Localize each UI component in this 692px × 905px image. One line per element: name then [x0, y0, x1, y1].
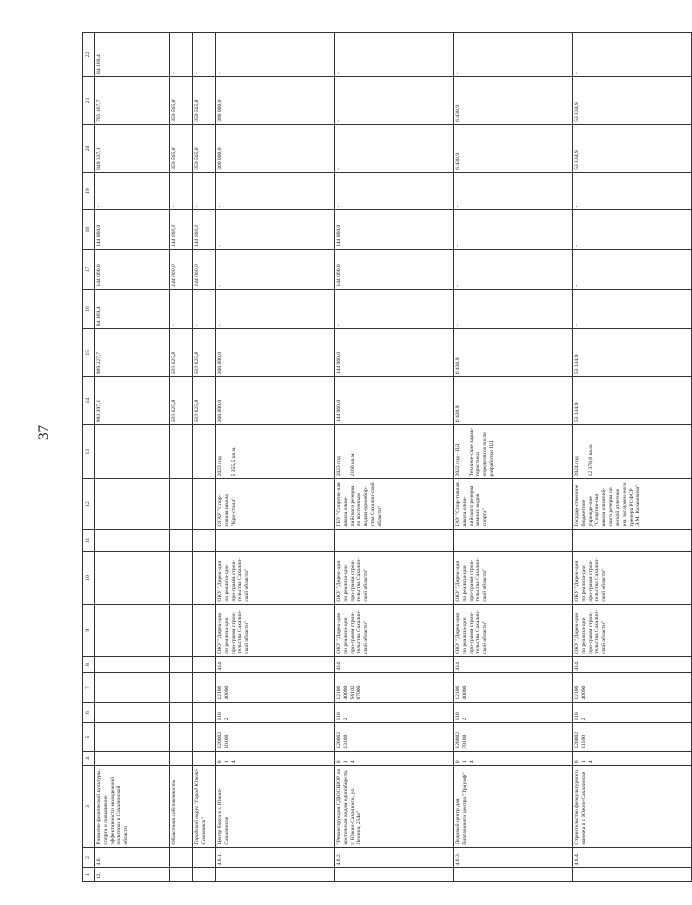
table-cell: 0 1 4 [335, 751, 454, 766]
table-cell [170, 656, 193, 673]
table-cell: ОКУ "Дирек-ция по реализа-ции про-грамм строи-тельства Сахалин-ской области" [454, 604, 573, 656]
table-cell [95, 723, 170, 751]
table-cell: 849 337,1 [95, 124, 170, 172]
column-number: 7 [83, 673, 95, 702]
table-cell: - [193, 172, 216, 210]
table-cell: - [454, 172, 573, 210]
table-cell [95, 673, 170, 702]
table-cell: 2022 год - ПД Техниче-ские харак-теристики определятся после разработки ПД [454, 425, 573, 479]
column-number: 11 [83, 529, 95, 552]
page-number: 37 [36, 425, 52, 440]
table-cell [95, 702, 170, 723]
table-cell [170, 751, 193, 766]
table-cell: - [573, 250, 692, 290]
table-cell: 53 134,9 [573, 124, 692, 172]
table-cell: 110 2 [454, 702, 573, 723]
table-cell: 120002 10100 [216, 723, 335, 751]
column-number: 19 [83, 172, 95, 210]
table-cell: - [193, 289, 216, 329]
table-cell: - [454, 210, 573, 250]
table-cell [95, 604, 170, 656]
table-cell [216, 868, 335, 882]
table-cell: 144 060,0 [335, 377, 454, 425]
table-cell: ОКУ "Дирек-ция по реализа-ции про-грамм строи-тельства Сахалин-ской области" [454, 552, 573, 604]
table-cell: 144 060,0 [193, 210, 216, 250]
table-cell: 359 565,8 [193, 124, 216, 172]
column-number: 16 [83, 289, 95, 329]
table-cell: 2023 год 5 355,5 кв.м. [216, 425, 335, 479]
table-cell: 4.6. [95, 847, 170, 868]
table-cell: 909 227,7 [95, 329, 170, 377]
table-cell [95, 529, 170, 552]
table-row [193, 33, 216, 882]
table-row [95, 33, 170, 882]
table-cell [170, 847, 193, 868]
table-cell [335, 529, 454, 552]
table-cell [193, 479, 216, 529]
table-cell: 414 [216, 656, 335, 673]
table-cell: 359 565,8 [170, 124, 193, 172]
table-cell [193, 656, 216, 673]
table-cell: 503 625,8 [170, 329, 193, 377]
table-cell: 2023 год 2160 кв.м. [335, 425, 454, 479]
table-cell: - [573, 210, 692, 250]
table-cell [193, 751, 216, 766]
table-cell: 53 134,9 [573, 377, 692, 425]
table-cell [170, 702, 193, 723]
table-cell: ОКУ "Дирек-ция по реализа-ции про-грамм строи-тельства Сахалин-ской области" [216, 552, 335, 604]
table-cell: - [573, 172, 692, 210]
table-cell: 110 2 [573, 702, 692, 723]
column-number: 8 [83, 656, 95, 673]
budget-table [82, 32, 692, 882]
table-cell: Строительство физкультурного манежа в г. Южно-Сахалинске [573, 766, 692, 847]
table-cell: 120002 70100 [454, 723, 573, 751]
table-cell: - [454, 289, 573, 329]
table-cell: - [335, 76, 454, 124]
table-cell: - [170, 172, 193, 210]
table-cell: 110 2 [335, 702, 454, 723]
table-cell: - [216, 289, 335, 329]
table-cell [95, 552, 170, 604]
table-cell: 12106 40090 S6102 87000 [335, 673, 454, 702]
table-cell: 414 [454, 656, 573, 673]
table-cell [193, 604, 216, 656]
table-cell: - [95, 172, 170, 210]
table-cell: 503 625,8 [193, 329, 216, 377]
table-cell [193, 673, 216, 702]
table-cell: - [216, 33, 335, 77]
column-number-row [83, 33, 95, 882]
table-cell [170, 723, 193, 751]
table-cell: 12106 40090 [454, 673, 573, 702]
table-cell: 359 565,8 [170, 76, 193, 124]
table-cell: 2024 год 12 378,8 кв.м. [573, 425, 692, 479]
table-cell [193, 552, 216, 604]
table-cell: - [573, 33, 692, 77]
column-number: 21 [83, 76, 95, 124]
table-cell: Центр бокса в г. Южно-Сахалинске [216, 766, 335, 847]
table-cell: 144 060,0 [170, 250, 193, 290]
table-cell: - [573, 289, 692, 329]
table-cell: 6 430,9 [454, 377, 573, 425]
table-cell: 4.6.4. [573, 847, 692, 868]
table-cell: 993 397,1 [95, 377, 170, 425]
column-number: 5 [83, 723, 95, 751]
table-cell: - [193, 33, 216, 77]
table-cell: Областная собственность [170, 766, 193, 847]
table-cell: 300 000,0 [216, 76, 335, 124]
column-number: 20 [83, 124, 95, 172]
table-cell: 503 625,8 [170, 377, 193, 425]
table-cell: 144 060,0 [170, 210, 193, 250]
table-cell: - [454, 33, 573, 77]
table-cell: - [170, 289, 193, 329]
table-row [454, 33, 573, 882]
table-cell [193, 425, 216, 479]
table-cell: - [454, 250, 573, 290]
table-cell [193, 868, 216, 882]
table-body [83, 33, 692, 882]
table-cell [193, 847, 216, 868]
table-cell: 144 060,0 [335, 250, 454, 290]
table-row [573, 33, 692, 882]
table-cell [170, 425, 193, 479]
table-cell: 0 1 4 [216, 751, 335, 766]
table-cell: Городской округ "Город Южно-Сахалинск" [193, 766, 216, 847]
table-cell: 144 060,0 [193, 250, 216, 290]
table-cell: 414 [573, 656, 692, 673]
table-cell [193, 723, 216, 751]
table-cell [335, 868, 454, 882]
table-cell: 110 2 [216, 702, 335, 723]
table-cell: 0 1 4 [454, 751, 573, 766]
table-cell: 144 060,0 [95, 250, 170, 290]
table-cell: ОКУ "Дирек-ция по реализа-ции про-грамм строи-тельства Сахалин-ской области" [216, 604, 335, 656]
table-cell: Государ-ственное бюджетное учрежде-ние "Спортив-ная школа олимпий-ского резерва по легкой атлетике им. заслужен-ного тренера РСФСР Э.М. Казакевича" [573, 479, 692, 529]
table-cell [454, 529, 573, 552]
table-cell: 300 000,0 [216, 124, 335, 172]
table-cell: ОКУ "Дирек-ция по реализа-ции про-грамм строи-тельства Сахалин-ской области" [335, 552, 454, 604]
table-cell: 84 169,4 [95, 33, 170, 77]
table-cell: 765 167,7 [95, 76, 170, 124]
table-cell: - [216, 250, 335, 290]
table-cell: 53 134,9 [573, 76, 692, 124]
table-cell: ОКУ "Дирек-ция по реализа-ции про-грамм строи-тельства Сахалин-ской области" [573, 552, 692, 604]
table-cell [95, 425, 170, 479]
table-cell: Развитие физической культуры, спорта и повышение эффективности молодежной политики в Сахалинской области [95, 766, 170, 847]
rotated-table-wrapper [82, 32, 642, 882]
table-cell [170, 529, 193, 552]
table-cell [95, 479, 170, 529]
table-cell [193, 529, 216, 552]
table-cell: - [170, 33, 193, 77]
column-number: 6 [83, 702, 95, 723]
table-cell [95, 751, 170, 766]
column-number: 18 [83, 210, 95, 250]
table-cell: 4.6.1. [216, 847, 335, 868]
table-cell: 12106 40090 [216, 673, 335, 702]
table-cell: 120002 11100 [573, 723, 692, 751]
column-number: 10 [83, 552, 95, 604]
table-cell: ГБУ "Спортив-ная школа олим-пийского резерва по восточным видам единобор-ства Сахалин-ской области" [335, 479, 454, 529]
column-number: 9 [83, 604, 95, 656]
column-number: 1 [83, 868, 95, 882]
table-cell: - [335, 172, 454, 210]
table-cell: ОГАУ "Спор-тивная школа "Кри-сталл" [216, 479, 335, 529]
column-number: 17 [83, 250, 95, 290]
column-number: 13 [83, 425, 95, 479]
table-cell: - [216, 210, 335, 250]
table-cell [454, 868, 573, 882]
table-cell: 144 060,0 [335, 329, 454, 377]
column-number: 3 [83, 766, 95, 847]
column-number: 4 [83, 751, 95, 766]
table-cell: 503 625,8 [193, 377, 216, 425]
table-cell: 359 565,8 [193, 76, 216, 124]
table-cell [216, 529, 335, 552]
table-cell [573, 868, 692, 882]
column-number: 14 [83, 377, 95, 425]
table-cell: 300 000,0 [216, 377, 335, 425]
table-cell: - [335, 124, 454, 172]
table-cell: ГАУ "Спор-тивная школа олим-пийского резерва зимних видов спорта" [454, 479, 573, 529]
table-cell: - [335, 33, 454, 77]
table-cell: 300 000,0 [216, 329, 335, 377]
table-cell: - [335, 289, 454, 329]
column-number: 15 [83, 329, 95, 377]
table-cell: 84 169,4 [95, 289, 170, 329]
table-cell: "Реконструкция СДЮСШОР по восточным видам единоборств, г. Южно-Сахалинск, ул. Ленина, 254а" [335, 766, 454, 847]
table-cell [170, 552, 193, 604]
table-cell [573, 529, 692, 552]
table-cell: 4.6.3. [454, 847, 573, 868]
table-cell: 120002 13100 [335, 723, 454, 751]
table-cell: 0 1 4 [573, 751, 692, 766]
table-cell: 4.6.2. [335, 847, 454, 868]
table-cell: 6 430,9 [454, 76, 573, 124]
table-row [335, 33, 454, 882]
table-cell: 144 060,0 [335, 210, 454, 250]
column-number: 2 [83, 847, 95, 868]
table-row [170, 33, 193, 882]
column-number: 12 [83, 479, 95, 529]
table-cell [170, 673, 193, 702]
table-cell: 53 134,9 [573, 329, 692, 377]
table-cell: 144 060,0 [95, 210, 170, 250]
table-cell: - [216, 172, 335, 210]
table-cell: 6 430,9 [454, 124, 573, 172]
table-cell [193, 702, 216, 723]
table-cell: Ледовый центр для биатлонного центра "Триумф" [454, 766, 573, 847]
table-cell: 12106 40090 [573, 673, 692, 702]
table-cell [170, 868, 193, 882]
table-row [216, 33, 335, 882]
table-cell: 12. [95, 868, 170, 882]
table-cell [95, 656, 170, 673]
table-cell: ОКУ "Дирек-ция по реализа-ции про-грамм строи-тельства Сахалин-ской области" [573, 604, 692, 656]
column-number: 22 [83, 33, 95, 77]
table-cell: 414 [335, 656, 454, 673]
table-cell [170, 479, 193, 529]
table-cell [170, 604, 193, 656]
table-cell: ОКУ "Дирек-ция по реализа-ции про-грамм строи-тельства Сахалин-ской области" [335, 604, 454, 656]
table-cell: 6 430,9 [454, 329, 573, 377]
